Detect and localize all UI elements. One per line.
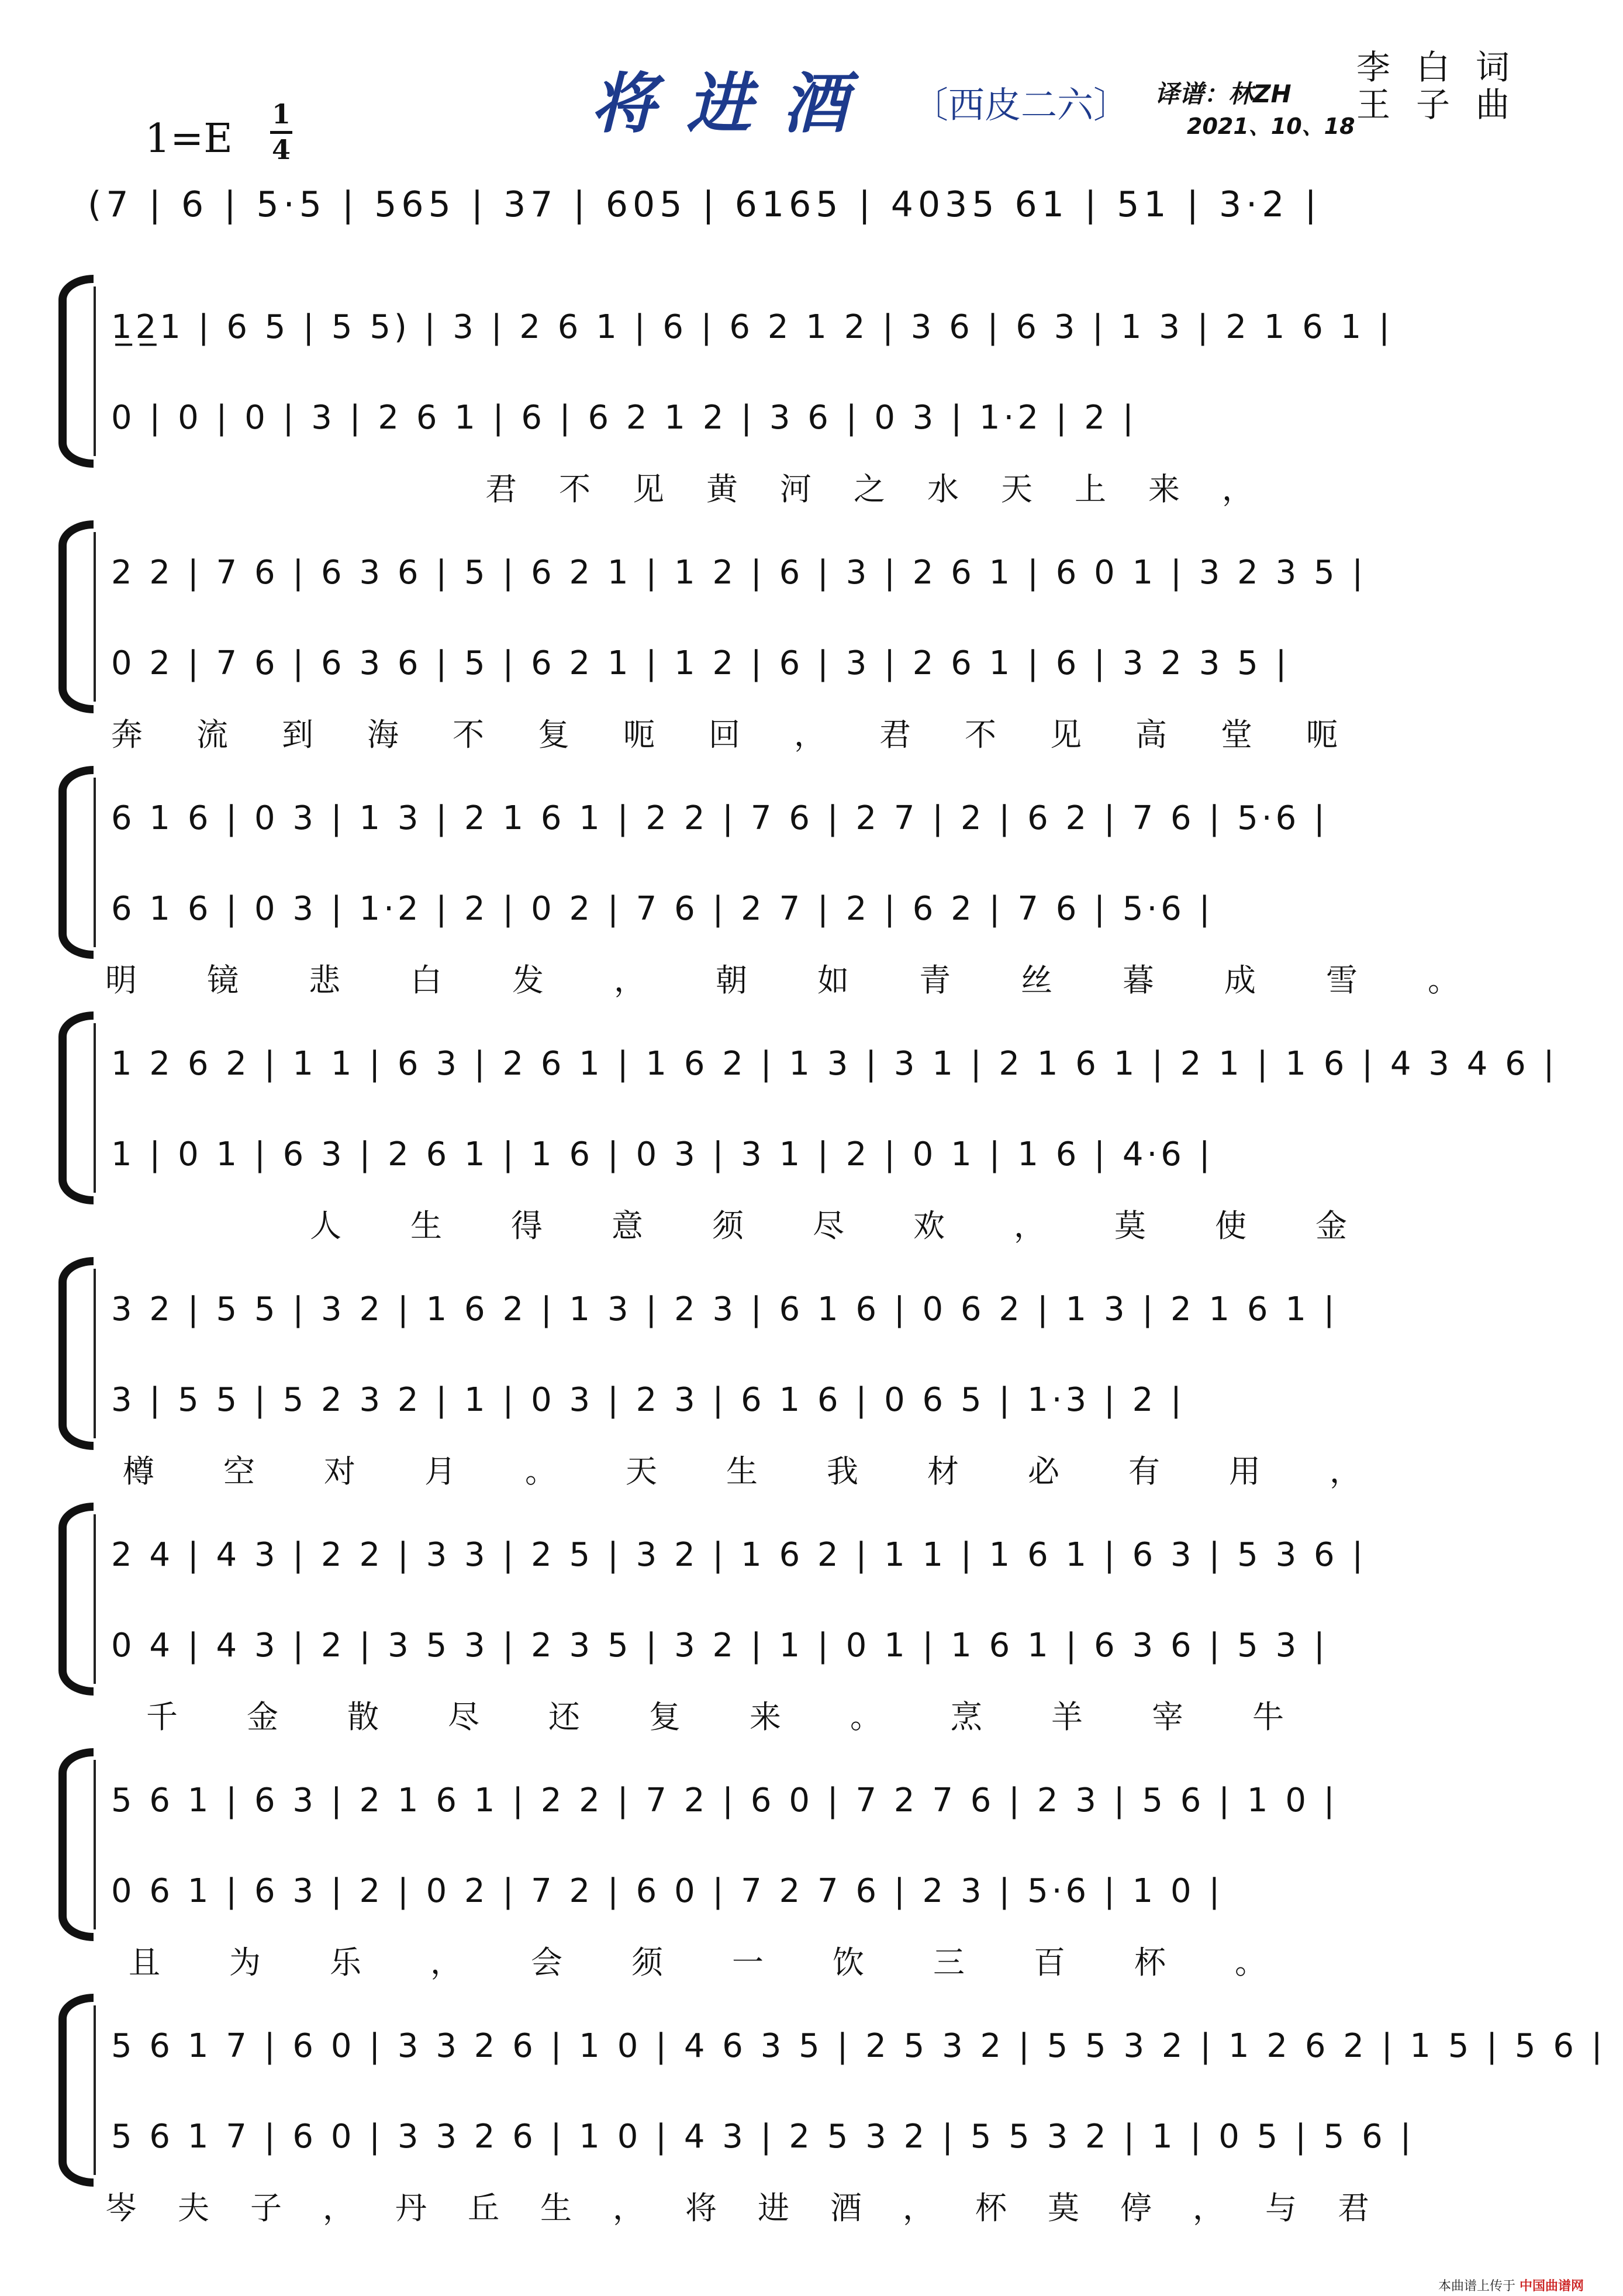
system-start-line (94, 2005, 96, 2175)
date-label: 2021、10、18 (1187, 113, 1355, 139)
lyrics-line: 千金散尽还复来。烹羊宰牛 (146, 1698, 1353, 1735)
lower-voice: 3 | 5 5 | 5 2 3 2 | 1 | 0 3 | 2 3 | 6 1 6 | 0 6 5 | 1·3 | 2 | (111, 1381, 1185, 1419)
lyricist-credit: 李白词 (1356, 47, 1536, 87)
upper-voice: 5 6 1 7 | 6 0 | 3 3 2 6 | 1 0 | 4 6 3 5 | 2 5 3 2 | 5 5 3 2 | 1 2 6 2 | 1 5 | 5 6 | (111, 2027, 1606, 2065)
system-brace (58, 520, 94, 713)
time-numerator: 1 (271, 98, 291, 130)
system-start-line (94, 286, 96, 456)
system-brace (58, 766, 94, 959)
lyrics-line: 且为乐，会须一饮三百杯。 (129, 1944, 1335, 1981)
score-system (0, 1748, 1623, 1981)
composer-credit: 王子曲 (1356, 85, 1536, 125)
upper-voice: 2 4 | 4 3 | 2 2 | 3 3 | 2 5 | 3 2 | 1 6 2 | 1 1 | 1 6 1 | 6 3 | 5 3 6 | (111, 1536, 1367, 1574)
lower-voice: 0 2 | 7 6 | 6 3 6 | 5 | 6 2 1 | 1 2 | 6 | 3 | 2 6 1 | 6 | 3 2 3 5 | (111, 644, 1290, 682)
lyrics-line: 奔流到海不复呃回，君不见高堂呃 (111, 716, 1391, 753)
upper-voice: 6 1 6 | 0 3 | 1 3 | 2 1 6 1 | 2 2 | 7 6 | 2 7 | 2 | 6 2 | 7 6 | 5·6 | (111, 799, 1328, 837)
time-signature (270, 99, 292, 164)
score-system (0, 520, 1623, 753)
footer-brand[interactable]: 中国曲谱网 (1520, 2279, 1584, 2294)
lower-voice: 1 | 0 1 | 6 3 | 2 6 1 | 1 6 | 0 3 | 3 1 | 2 | 0 1 | 1 6 | 4·6 | (111, 1135, 1214, 1173)
score-system (0, 1257, 1623, 1490)
intro-line (0, 167, 1623, 243)
lower-voice: 0 6 1 | 6 3 | 2 | 0 2 | 7 2 | 6 0 | 7 2 7 6 | 2 3 | 5·6 | 1 0 | (111, 1872, 1224, 1910)
system-start-line (94, 1023, 96, 1193)
system-brace (58, 275, 94, 468)
system-brace (58, 1503, 94, 1696)
system-start-line (94, 778, 96, 947)
style-label: 〔西皮二六〕 (912, 84, 1130, 126)
upper-voice: 3 2 | 5 5 | 3 2 | 1 6 2 | 1 3 | 2 3 | 6 1 6 | 0 6 2 | 1 3 | 2 1 6 1 | (111, 1290, 1338, 1328)
score-system (0, 1503, 1623, 1735)
system-brace (58, 1994, 94, 2187)
lyrics-line: 君不见黄河之水天上来， (485, 471, 1296, 507)
page-title: 将进酒 (591, 65, 878, 142)
lyrics-line: 人生得意须尽欢，莫使金 (310, 1207, 1416, 1244)
system-brace (58, 1011, 94, 1204)
lyrics-line: 岑夫子，丹丘生，将进酒，杯莫停，与君 (105, 2190, 1410, 2226)
system-brace (58, 1257, 94, 1450)
intro-notes: (7 | 6 | 5·5 | 565 | 37 | 605 | 6165 | 4035 61 | 51 | 3·2 | (88, 184, 1321, 225)
system-start-line (94, 1269, 96, 1438)
score-system (0, 1011, 1623, 1244)
lower-voice: 0 4 | 4 3 | 2 | 3 5 3 | 2 3 5 | 3 2 | 1 | 0 1 | 1 6 1 | 6 3 6 | 5 3 | (111, 1627, 1328, 1665)
footer-credit (1438, 2276, 1584, 2294)
system-start-line (94, 1760, 96, 1929)
upper-voice: 1̲2̲1 | 6 5 | 5 5) | 3 | 2 6 1 | 6 | 6 2 1 2 | 3 6 | 6 3 | 1 3 | 2 1 6 1 | (111, 308, 1393, 346)
system-start-line (94, 1514, 96, 1684)
upper-voice: 2 2 | 7 6 | 6 3 6 | 5 | 6 2 1 | 1 2 | 6 | 3 | 2 6 1 | 6 0 1 | 3 2 3 5 | (111, 554, 1367, 592)
system-start-line (94, 532, 96, 702)
footer-upload-text: 本曲谱上传于 (1438, 2279, 1516, 2294)
upper-voice: 5 6 1 | 6 3 | 2 1 6 1 | 2 2 | 7 2 | 6 0 | 7 2 7 6 | 2 3 | 5 6 | 1 0 | (111, 1781, 1338, 1819)
system-brace (58, 1748, 94, 1941)
score-system (0, 766, 1623, 999)
score-system (0, 275, 1623, 507)
arranger-credit: 译谱：林ZH (1155, 80, 1292, 108)
lyrics-line: 樽空对月。天生我材必有用， (123, 1453, 1430, 1490)
lower-voice: 5 6 1 7 | 6 0 | 3 3 2 6 | 1 0 | 4 3 | 2 5 3 2 | 5 5 3 2 | 1 | 0 5 | 5 6 | (111, 2118, 1415, 2156)
score-system (0, 1994, 1623, 2226)
lyrics-line: 明镜悲白发，朝如青丝暮成雪。 (105, 962, 1529, 999)
time-denominator: 4 (271, 134, 291, 165)
key-signature: 1=E (145, 116, 233, 162)
lower-voice: 0 | 0 | 0 | 3 | 2 6 1 | 6 | 6 2 1 2 | 3 6 | 0 3 | 1·2 | 2 | (111, 399, 1137, 437)
lower-voice: 6 1 6 | 0 3 | 1·2 | 2 | 0 2 | 7 6 | 2 7 | 2 | 6 2 | 7 6 | 5·6 | (111, 890, 1214, 928)
upper-voice: 1 2 6 2 | 1 1 | 6 3 | 2 6 1 | 1 6 2 | 1 3 | 3 1 | 2 1 6 1 | 2 1 | 1 6 | 4 3 4 6 | (111, 1045, 1558, 1083)
